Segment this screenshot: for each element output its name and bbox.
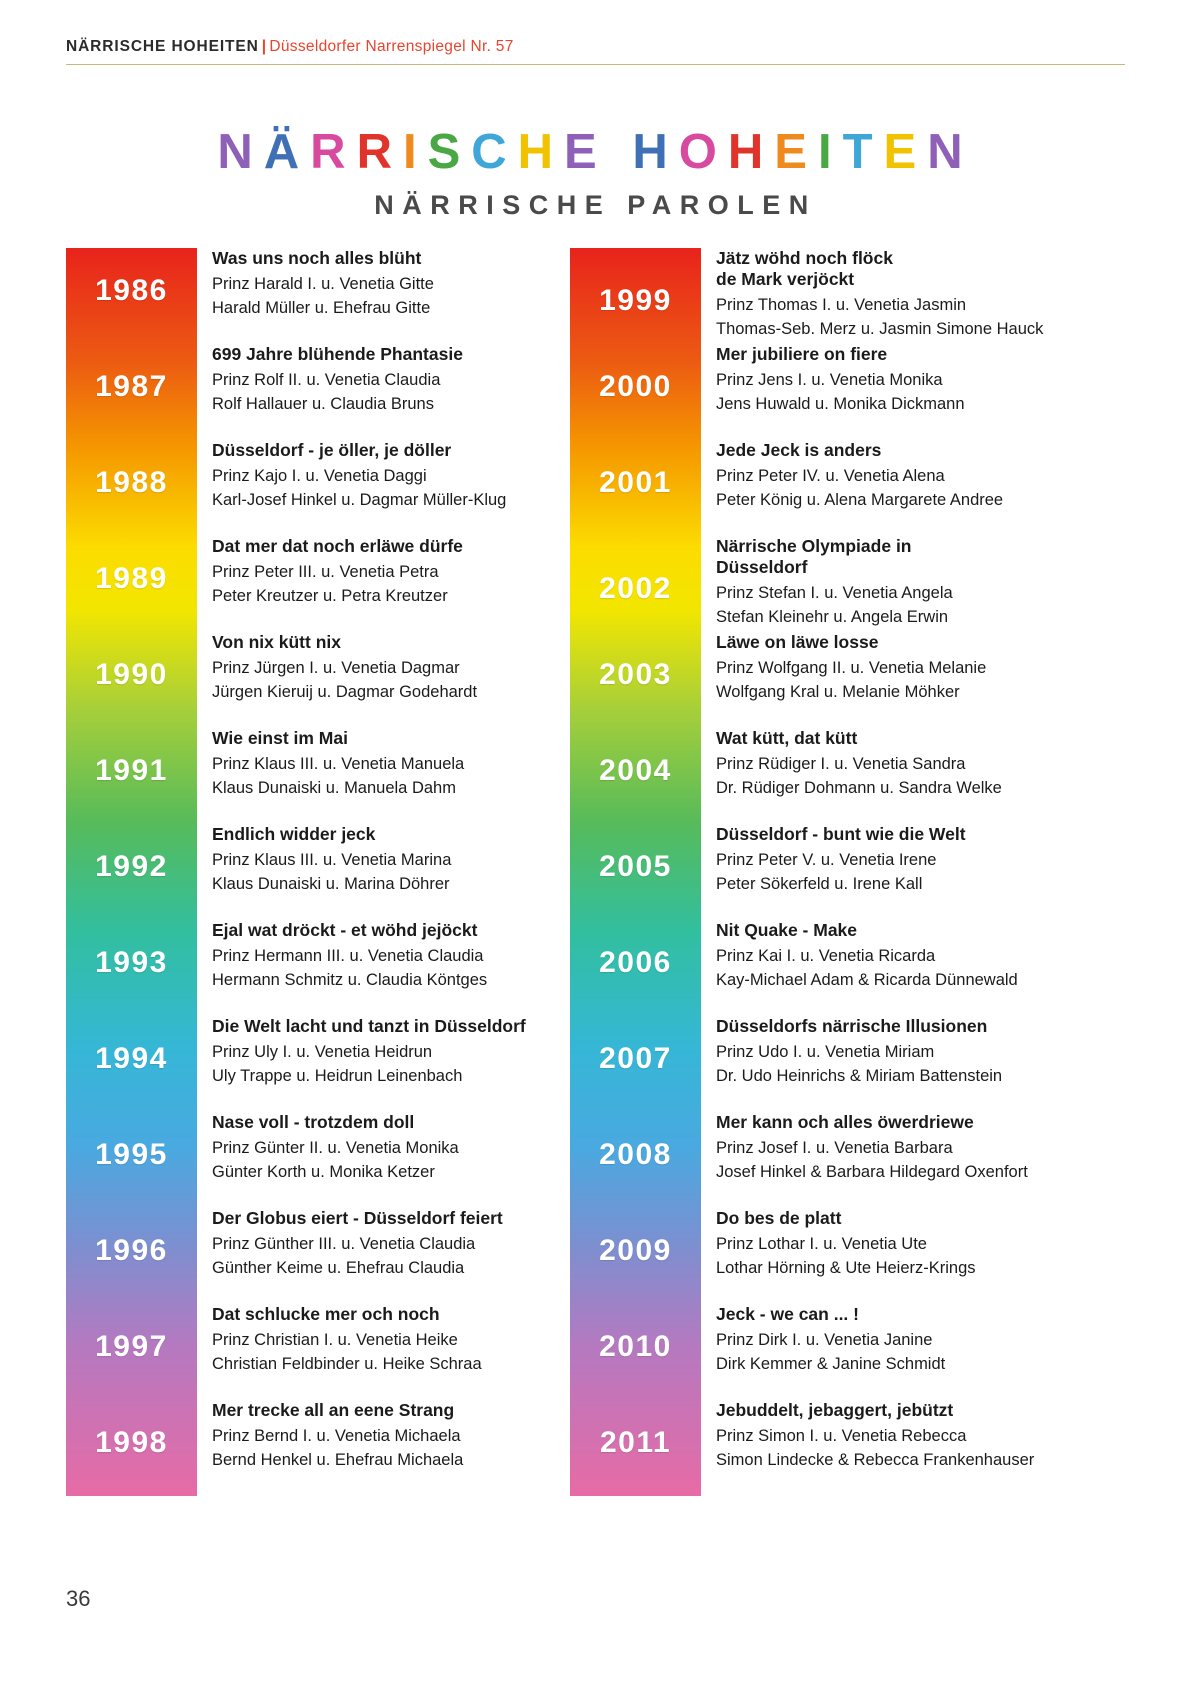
entry-year: 2007 bbox=[599, 1042, 672, 1075]
title-letter: T bbox=[842, 125, 884, 179]
entry-names-line: Peter König u. Alena Margarete Andree bbox=[716, 491, 1004, 509]
entry-year: 1992 bbox=[95, 850, 168, 883]
entry-text bbox=[212, 1400, 556, 1472]
entry-prince-line: Prinz Klaus III. u. Venetia Manuela bbox=[212, 755, 465, 773]
entry-text bbox=[212, 632, 556, 704]
year-entry bbox=[570, 632, 1060, 728]
entry-slogan: Mer jubiliere on fiere bbox=[716, 344, 888, 364]
title-letter: E bbox=[883, 125, 928, 179]
title-letter: R bbox=[356, 125, 403, 179]
entry-slogan: Dat mer dat noch erläwe dürfe bbox=[212, 536, 463, 556]
entry-slogan: Do bes de platt bbox=[716, 1208, 842, 1228]
entry-prince-line: Prinz Peter III. u. Venetia Petra bbox=[212, 563, 439, 581]
entry-year: 1997 bbox=[95, 1330, 168, 1363]
entry-names-line: Hermann Schmitz u. Claudia Köntges bbox=[212, 971, 488, 989]
entry-names-line: Günther Keime u. Ehefrau Claudia bbox=[212, 1259, 465, 1277]
entry-text bbox=[716, 248, 1060, 341]
entry-names-line: Stefan Kleinehr u. Angela Erwin bbox=[716, 608, 949, 626]
entry-list-right bbox=[570, 248, 1060, 1496]
year-entry bbox=[570, 440, 1060, 536]
entry-prince-line: Prinz Jens I. u. Venetia Monika bbox=[716, 371, 943, 389]
entry-names-line: Peter Sökerfeld u. Irene Kall bbox=[716, 875, 923, 893]
year-entry bbox=[570, 344, 1060, 440]
entry-text bbox=[212, 1016, 556, 1088]
entry-prince-line: Prinz Klaus III. u. Venetia Marina bbox=[212, 851, 452, 869]
entry-slogan: Nase voll - trotzdem doll bbox=[212, 1112, 415, 1132]
entry-text bbox=[716, 1112, 1060, 1184]
entry-prince-line: Prinz Wolfgang II. u. Venetia Melanie bbox=[716, 659, 987, 677]
entry-year: 1986 bbox=[95, 274, 168, 307]
year-entry bbox=[66, 1016, 556, 1112]
entry-year: 1993 bbox=[95, 946, 168, 979]
title-letter: I bbox=[817, 125, 843, 179]
entry-slogan: Düsseldorf - bunt wie die Welt bbox=[716, 824, 966, 844]
entry-prince-line: Prinz Rüdiger I. u. Venetia Sandra bbox=[716, 755, 966, 773]
running-header-main: NÄRRISCHE HOHEITEN bbox=[66, 38, 259, 55]
entry-names-line: Dirk Kemmer & Janine Schmidt bbox=[716, 1355, 946, 1373]
entry-year: 1988 bbox=[95, 466, 168, 499]
entry-year: 1990 bbox=[95, 658, 168, 691]
entry-slogan: Was uns noch alles blüht bbox=[212, 248, 422, 268]
entry-prince-line: Prinz Kai I. u. Venetia Ricarda bbox=[716, 947, 936, 965]
column-left bbox=[66, 248, 556, 1496]
year-entry bbox=[66, 824, 556, 920]
year-entry bbox=[66, 1208, 556, 1304]
year-entry bbox=[66, 1112, 556, 1208]
entry-prince-line: Prinz Günther III. u. Venetia Claudia bbox=[212, 1235, 476, 1253]
entry-slogan: Wat kütt, dat kütt bbox=[716, 728, 858, 748]
entry-slogan: Jebuddelt, jebaggert, jebützt bbox=[716, 1400, 954, 1420]
entry-prince-line: Prinz Lothar I. u. Venetia Ute bbox=[716, 1235, 927, 1253]
entry-prince-line: Prinz Thomas I. u. Venetia Jasmin bbox=[716, 296, 967, 314]
page-subtitle: NÄRRISCHE PAROLEN bbox=[374, 190, 817, 220]
entry-list-left bbox=[66, 248, 556, 1496]
entry-prince-line: Prinz Günter II. u. Venetia Monika bbox=[212, 1139, 459, 1157]
year-entry bbox=[66, 1304, 556, 1400]
entry-prince-line: Prinz Rolf II. u. Venetia Claudia bbox=[212, 371, 441, 389]
year-entry bbox=[570, 920, 1060, 1016]
entry-prince-line: Prinz Josef I. u. Venetia Barbara bbox=[716, 1139, 953, 1157]
entry-year: 2001 bbox=[599, 466, 672, 499]
entry-year: 1989 bbox=[95, 562, 168, 595]
year-entry bbox=[66, 440, 556, 536]
entry-names-line: Bernd Henkel u. Ehefrau Michaela bbox=[212, 1451, 464, 1469]
entry-text bbox=[212, 1112, 556, 1184]
title-letter: R bbox=[310, 125, 357, 179]
entry-names-line: Dr. Udo Heinrichs & Miriam Battenstein bbox=[716, 1067, 1003, 1085]
title-letter: E bbox=[564, 125, 608, 179]
year-entry bbox=[570, 248, 1060, 344]
entry-year: 2010 bbox=[599, 1330, 672, 1363]
entry-text bbox=[716, 632, 1060, 704]
entry-year: 1994 bbox=[95, 1042, 168, 1075]
entry-year: 1999 bbox=[599, 284, 672, 317]
year-entry bbox=[570, 536, 1060, 632]
entry-text bbox=[716, 1304, 1060, 1376]
entry-prince-line: Prinz Dirk I. u. Venetia Janine bbox=[716, 1331, 933, 1349]
entry-year: 1987 bbox=[95, 370, 168, 403]
year-entry bbox=[66, 248, 556, 344]
entry-text bbox=[716, 1016, 1060, 1088]
entry-names-line: Karl-Josef Hinkel u. Dagmar Müller-Klug bbox=[212, 491, 507, 509]
entry-year: 2000 bbox=[599, 370, 672, 403]
year-entry bbox=[570, 1016, 1060, 1112]
entry-slogan: Närrische Olympiade in bbox=[716, 536, 912, 556]
header-divider bbox=[66, 64, 1125, 65]
title-letter: I bbox=[402, 125, 428, 179]
title-letter: N bbox=[927, 125, 974, 179]
entry-names-line: Jürgen Kieruij u. Dagmar Godehardt bbox=[212, 683, 478, 701]
entry-prince-line: Prinz Stefan I. u. Venetia Angela bbox=[716, 584, 953, 602]
title-letter: H bbox=[727, 125, 775, 179]
year-entry bbox=[570, 1400, 1060, 1496]
entry-prince-line: Prinz Jürgen I. u. Venetia Dagmar bbox=[212, 659, 460, 677]
entry-year: 2005 bbox=[599, 850, 672, 883]
entry-text bbox=[716, 728, 1060, 800]
entry-prince-line: Prinz Harald I. u. Venetia Gitte bbox=[212, 275, 434, 293]
year-entry bbox=[570, 824, 1060, 920]
entry-names-line: Günter Korth u. Monika Ketzer bbox=[212, 1163, 435, 1181]
entry-names-line: Peter Kreutzer u. Petra Kreutzer bbox=[212, 587, 448, 605]
entry-prince-line: Prinz Christian I. u. Venetia Heike bbox=[212, 1331, 458, 1349]
entry-text bbox=[716, 920, 1060, 992]
year-entry bbox=[570, 1112, 1060, 1208]
entry-slogan: Jede Jeck is anders bbox=[716, 440, 882, 460]
page-title bbox=[0, 124, 1191, 180]
entry-text bbox=[212, 824, 556, 896]
column-right bbox=[570, 248, 1060, 1496]
running-header bbox=[66, 38, 1126, 56]
entry-slogan-line2: de Mark verjöckt bbox=[716, 269, 855, 289]
entry-text bbox=[212, 1304, 556, 1376]
year-entry bbox=[570, 1208, 1060, 1304]
entry-text bbox=[716, 824, 1060, 896]
entry-slogan: Nit Quake - Make bbox=[716, 920, 858, 940]
entry-slogan: Von nix kütt nix bbox=[212, 632, 341, 652]
entry-year: 2009 bbox=[599, 1234, 672, 1267]
entry-slogan: Düsseldorfs närrische Illusionen bbox=[716, 1016, 988, 1036]
entry-names-line: Klaus Dunaiski u. Manuela Dahm bbox=[212, 779, 456, 797]
entry-names-line: Uly Trappe u. Heidrun Leinenbach bbox=[212, 1067, 463, 1085]
year-entry bbox=[66, 728, 556, 824]
entry-text bbox=[716, 440, 1060, 512]
entry-slogan: Düsseldorf - je öller, je döller bbox=[212, 440, 452, 460]
entry-year: 2008 bbox=[599, 1138, 672, 1171]
entry-year: 2004 bbox=[599, 754, 672, 787]
entry-prince-line: Prinz Udo I. u. Venetia Miriam bbox=[716, 1043, 935, 1061]
title-letter: N bbox=[217, 125, 264, 179]
entry-names-line: Josef Hinkel & Barbara Hildegard Oxenfort bbox=[716, 1163, 1028, 1181]
entry-slogan: Wie einst im Mai bbox=[212, 728, 348, 748]
title-letter bbox=[608, 124, 633, 180]
title-letter: C bbox=[471, 125, 518, 179]
entry-prince-line: Prinz Simon I. u. Venetia Rebecca bbox=[716, 1427, 967, 1445]
entry-text bbox=[716, 344, 1060, 416]
entry-slogan: Dat schlucke mer och noch bbox=[212, 1304, 440, 1324]
running-header-separator: | bbox=[261, 38, 267, 55]
entry-text bbox=[716, 1400, 1060, 1472]
entry-year: 1991 bbox=[95, 754, 168, 787]
entry-year: 1998 bbox=[95, 1426, 168, 1459]
entry-slogan: Jeck - we can ... ! bbox=[716, 1304, 859, 1324]
entry-prince-line: Prinz Peter IV. u. Venetia Alena bbox=[716, 467, 945, 485]
year-entry bbox=[66, 920, 556, 1016]
entry-names-line: Wolfgang Kral u. Melanie Möhker bbox=[716, 683, 960, 701]
entry-slogan: Mer kann och alles öwerdriewe bbox=[716, 1112, 974, 1132]
title-letter: E bbox=[774, 125, 818, 179]
entry-text bbox=[716, 1208, 1060, 1280]
entry-names-line: Rolf Hallauer u. Claudia Bruns bbox=[212, 395, 434, 413]
title-letter: O bbox=[678, 125, 728, 179]
entry-year: 2006 bbox=[599, 946, 672, 979]
year-entry bbox=[66, 536, 556, 632]
entry-names-line: Dr. Rüdiger Dohmann u. Sandra Welke bbox=[716, 779, 1002, 797]
entry-text bbox=[212, 344, 556, 416]
entry-text bbox=[716, 536, 1060, 629]
entry-year: 2011 bbox=[599, 1426, 672, 1459]
entry-prince-line: Prinz Peter V. u. Venetia Irene bbox=[716, 851, 937, 869]
entry-prince-line: Prinz Hermann III. u. Venetia Claudia bbox=[212, 947, 484, 965]
year-entry bbox=[570, 1304, 1060, 1400]
entry-names-line: Simon Lindecke & Rebecca Frankenhauser bbox=[716, 1451, 1035, 1469]
entry-names-line: Klaus Dunaiski u. Marina Döhrer bbox=[212, 875, 450, 893]
title-letter: S bbox=[427, 125, 472, 179]
running-header-sub: Düsseldorfer Narrenspiegel Nr. 57 bbox=[269, 38, 514, 55]
entry-slogan: Der Globus eiert - Düsseldorf feiert bbox=[212, 1208, 503, 1228]
entry-slogan: Jätz wöhd noch flöck bbox=[716, 248, 893, 268]
year-entry bbox=[570, 728, 1060, 824]
entry-slogan: Ejal wat dröckt - et wöhd jejöckt bbox=[212, 920, 478, 940]
entry-prince-line: Prinz Bernd I. u. Venetia Michaela bbox=[212, 1427, 461, 1445]
entry-slogan: Läwe on läwe losse bbox=[716, 632, 879, 652]
entry-slogan: Endlich widder jeck bbox=[212, 824, 376, 844]
entry-slogan: Mer trecke all an eene Strang bbox=[212, 1400, 455, 1420]
entry-names-line: Kay-Michael Adam & Ricarda Dünnewald bbox=[716, 971, 1018, 989]
entry-prince-line: Prinz Uly I. u. Venetia Heidrun bbox=[212, 1043, 433, 1061]
year-entry bbox=[66, 632, 556, 728]
entry-year: 1995 bbox=[95, 1138, 168, 1171]
title-letter: H bbox=[517, 125, 565, 179]
entry-text bbox=[212, 1208, 556, 1280]
title-letter: H bbox=[632, 125, 679, 179]
entry-slogan-line2: Düsseldorf bbox=[716, 557, 808, 577]
entry-text bbox=[212, 728, 556, 800]
entry-text bbox=[212, 248, 556, 320]
title-letter: Ä bbox=[263, 125, 311, 179]
entry-names-line: Thomas-Seb. Merz u. Jasmin Simone Hauck bbox=[716, 320, 1044, 338]
page-number: 36 bbox=[66, 1586, 91, 1611]
entry-slogan: Die Welt lacht und tanzt in Düsseldorf bbox=[212, 1016, 526, 1036]
year-entry bbox=[66, 1400, 556, 1496]
entry-text bbox=[212, 440, 556, 512]
year-entry bbox=[66, 344, 556, 440]
entry-year: 2002 bbox=[599, 572, 672, 605]
entry-names-line: Christian Feldbinder u. Heike Schraa bbox=[212, 1355, 482, 1373]
entry-names-line: Lothar Hörning & Ute Heierz-Krings bbox=[716, 1259, 976, 1277]
entry-text bbox=[212, 920, 556, 992]
entry-names-line: Jens Huwald u. Monika Dickmann bbox=[716, 395, 965, 413]
entry-year: 1996 bbox=[95, 1234, 168, 1267]
entry-slogan: 699 Jahre blühende Phantasie bbox=[212, 344, 463, 364]
entry-year: 2003 bbox=[599, 658, 672, 691]
entry-text bbox=[212, 536, 556, 608]
entry-names-line: Harald Müller u. Ehefrau Gitte bbox=[212, 299, 431, 317]
entry-prince-line: Prinz Kajo I. u. Venetia Daggi bbox=[212, 467, 427, 485]
